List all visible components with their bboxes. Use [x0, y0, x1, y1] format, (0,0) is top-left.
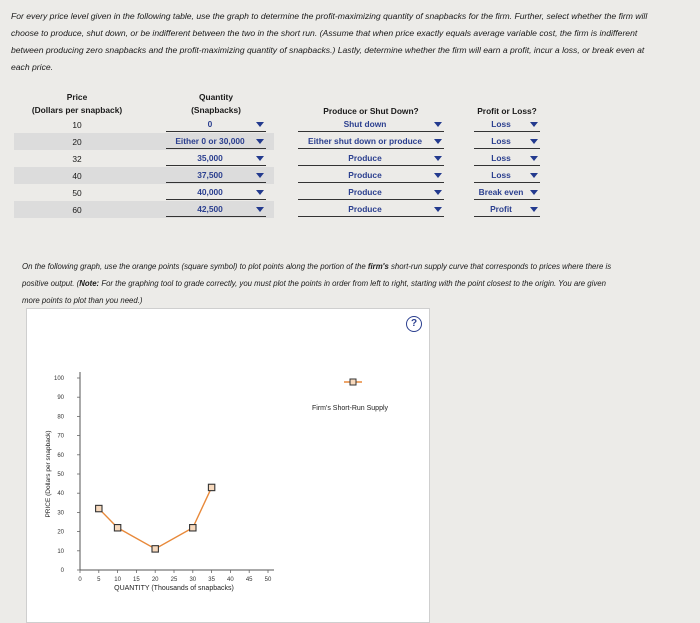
produce-dropdown[interactable]: Produce [298, 186, 444, 200]
y-tick-label: 80 [57, 414, 64, 421]
price-cell: 50 [72, 187, 82, 198]
y-tick-label: 30 [57, 510, 64, 517]
y-tick-label: 20 [57, 529, 64, 536]
y-axis-label: PRICE (Dollars per snapback) [45, 430, 52, 518]
supply-point[interactable] [152, 546, 158, 552]
chevron-down-icon [256, 190, 264, 195]
table-row [14, 167, 546, 184]
chevron-down-icon [256, 122, 264, 127]
chevron-down-icon [434, 122, 442, 127]
supply-point[interactable] [96, 505, 102, 511]
answer-table [14, 90, 546, 218]
produce-dropdown[interactable]: Produce [298, 203, 444, 217]
produce-dropdown[interactable]: Produce [298, 169, 444, 183]
graph-instructions: On the following graph, use the orange points (square symbol) to plot points along the portion of the firm's short-run supply curve that corresponds to prices where there is positive output. (Note: For the graphing tool to grade correctly, you must plot the points in order from left to right, starting with the point closest to the origin. You are given more points to plot than you need.) [22, 262, 612, 305]
profit-header: Profit or Loss? [477, 106, 537, 116]
chevron-down-icon [256, 139, 264, 144]
supply-point[interactable] [208, 484, 214, 490]
chevron-down-icon [530, 156, 538, 161]
x-tick-label: 15 [133, 577, 140, 583]
x-tick-label: 25 [170, 577, 178, 583]
table-row [14, 116, 546, 133]
quantity-dropdown[interactable]: 42,500 [166, 203, 266, 217]
chevron-down-icon [256, 207, 264, 212]
profit-dropdown[interactable]: Break even [474, 186, 540, 200]
chevron-down-icon [530, 207, 538, 212]
profit-dropdown[interactable]: Loss [474, 169, 540, 183]
intro-text: For every price level given in the following table, use the graph to determine the profit-maximizing quantity of snapbacks for the firm. Further, select whether the firm will choose to produce, shut down, or be indifferent between the two in the short run. (Assume that when price exactly equals average variable cost, the firm is indifferent between producing zero snapbacks and the profit-maximizing quantity of snapbacks.) Lastly, determine whether the firm will earn a profit, incur a loss, or break even at each price. [11, 11, 648, 72]
profit-dropdown[interactable]: Loss [474, 152, 540, 166]
y-tick-label: 10 [57, 548, 64, 555]
price-cell: 60 [72, 204, 82, 215]
price-cell: 10 [72, 119, 82, 130]
chevron-down-icon [434, 207, 442, 212]
x-tick-label: 20 [151, 577, 159, 583]
profit-dropdown[interactable]: Loss [474, 118, 540, 132]
chevron-down-icon [256, 156, 264, 161]
x-tick-label: 50 [264, 577, 272, 583]
chevron-down-icon [256, 173, 264, 178]
y-tick-label: 0 [60, 568, 64, 574]
chevron-down-icon [434, 139, 442, 144]
supply-point[interactable] [190, 525, 196, 531]
profit-dropdown[interactable]: Profit [474, 203, 540, 217]
price-header-2: (Dollars per snapback) [31, 104, 123, 115]
table-row [14, 150, 546, 167]
chevron-down-icon [434, 156, 442, 161]
profit-dropdown[interactable]: Loss [474, 135, 540, 149]
y-tick-label: 40 [57, 491, 64, 498]
quantity-dropdown[interactable]: 40,000 [166, 186, 266, 200]
help-icon[interactable]: ? [406, 316, 422, 332]
chevron-down-icon [434, 173, 442, 178]
chevron-down-icon [530, 139, 538, 144]
quantity-dropdown[interactable]: 0 [166, 118, 266, 132]
qty-header-2: (Snapbacks) [191, 104, 241, 115]
x-tick-label: 5 [97, 577, 101, 583]
x-tick-label: 35 [208, 577, 215, 583]
chevron-down-icon [434, 190, 442, 195]
y-tick-label: 90 [57, 395, 64, 402]
chevron-down-icon [530, 190, 538, 195]
quantity-dropdown[interactable]: Either 0 or 30,000 [166, 135, 266, 149]
produce-dropdown[interactable]: Shut down [298, 118, 444, 132]
y-tick-label: 50 [57, 472, 64, 478]
supply-curve-line [99, 487, 212, 548]
y-tick-label: 70 [57, 433, 64, 440]
supply-point[interactable] [114, 525, 120, 531]
x-tick-label: 40 [227, 577, 234, 583]
x-tick-label: 0 [78, 577, 82, 583]
table-row [14, 201, 546, 218]
table-row [14, 184, 546, 201]
x-tick-label: 10 [114, 577, 121, 583]
quantity-dropdown[interactable]: 35,000 [166, 152, 266, 166]
produce-header: Produce or Shut Down? [323, 106, 419, 116]
produce-dropdown[interactable]: Either shut down or produce [298, 135, 444, 149]
y-tick-label: 100 [53, 376, 64, 382]
legend-label: Firm's Short-Run Supply [312, 405, 389, 412]
price-cell: 40 [72, 170, 82, 181]
qty-header-1: Quantity [199, 91, 233, 102]
price-cell: 32 [72, 153, 82, 164]
legend-square-icon[interactable] [350, 379, 356, 385]
produce-dropdown[interactable]: Produce [298, 152, 444, 166]
price-cell: 20 [72, 136, 82, 147]
quantity-dropdown[interactable]: 37,500 [166, 169, 266, 183]
x-tick-label: 45 [245, 577, 253, 583]
supply-graph[interactable] [26, 308, 428, 621]
table-row [14, 133, 546, 150]
x-axis-label: QUANTITY (Thousands of snapbacks) [114, 585, 234, 592]
x-tick-label: 30 [189, 577, 197, 583]
chevron-down-icon [530, 173, 538, 178]
price-header-1: Price [66, 91, 88, 102]
y-tick-label: 60 [57, 452, 64, 459]
chevron-down-icon [530, 122, 538, 127]
